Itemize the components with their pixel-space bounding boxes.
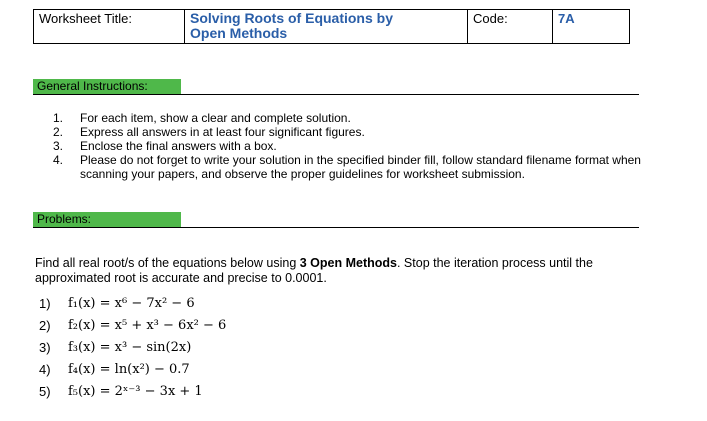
equation-formula: f₄(x) = ln(x²) − 0.7 <box>68 362 190 377</box>
problem-statement: Find all real root/s of the equations below using 3 Open Methods. Stop the iteration process until the approximated root is accurate and precise to 0.0001. <box>35 256 593 285</box>
equation-formula: f₅(x) = 2ˣ⁻³ − 3x + 1 <box>68 384 203 399</box>
problems-bar <box>33 212 639 228</box>
equation-formula: f₁(x) = x⁶ − 7x² − 6 <box>68 296 195 311</box>
title-line-2: Open Methods <box>190 25 288 41</box>
problems-heading: Problems: <box>33 212 181 227</box>
instructions-list <box>53 111 643 181</box>
worksheet-title <box>185 10 468 44</box>
instruction-item: 4. Please do not forget to write your solution in the specified binder fill, follow standard filename format when scanning your papers, and observe the proper guidelines for worksheet submission. <box>53 153 641 181</box>
general-instructions-heading: General Instructions: <box>33 79 181 94</box>
code-value: 7A <box>553 10 630 44</box>
general-instructions-bar <box>33 79 639 95</box>
instruction-item: 2. Express all answers in at least four significant figures. <box>53 125 365 139</box>
title-label: Worksheet Title: <box>34 10 185 44</box>
title-line-1: Solving Roots of Equations by <box>190 10 393 26</box>
equation-formula: f₂(x) = x⁵ + x³ − 6x² − 6 <box>68 318 227 333</box>
instruction-item: 1. For each item, show a clear and complete solution. <box>53 111 351 125</box>
equation-formula: f₃(x) = x³ − sin(2x) <box>68 340 192 355</box>
instruction-item: 3. Enclose the final answers with a box. <box>53 139 277 153</box>
code-label: Code: <box>468 10 553 44</box>
open-methods-emphasis: 3 Open Methods <box>299 256 397 270</box>
worksheet-header <box>33 9 630 44</box>
